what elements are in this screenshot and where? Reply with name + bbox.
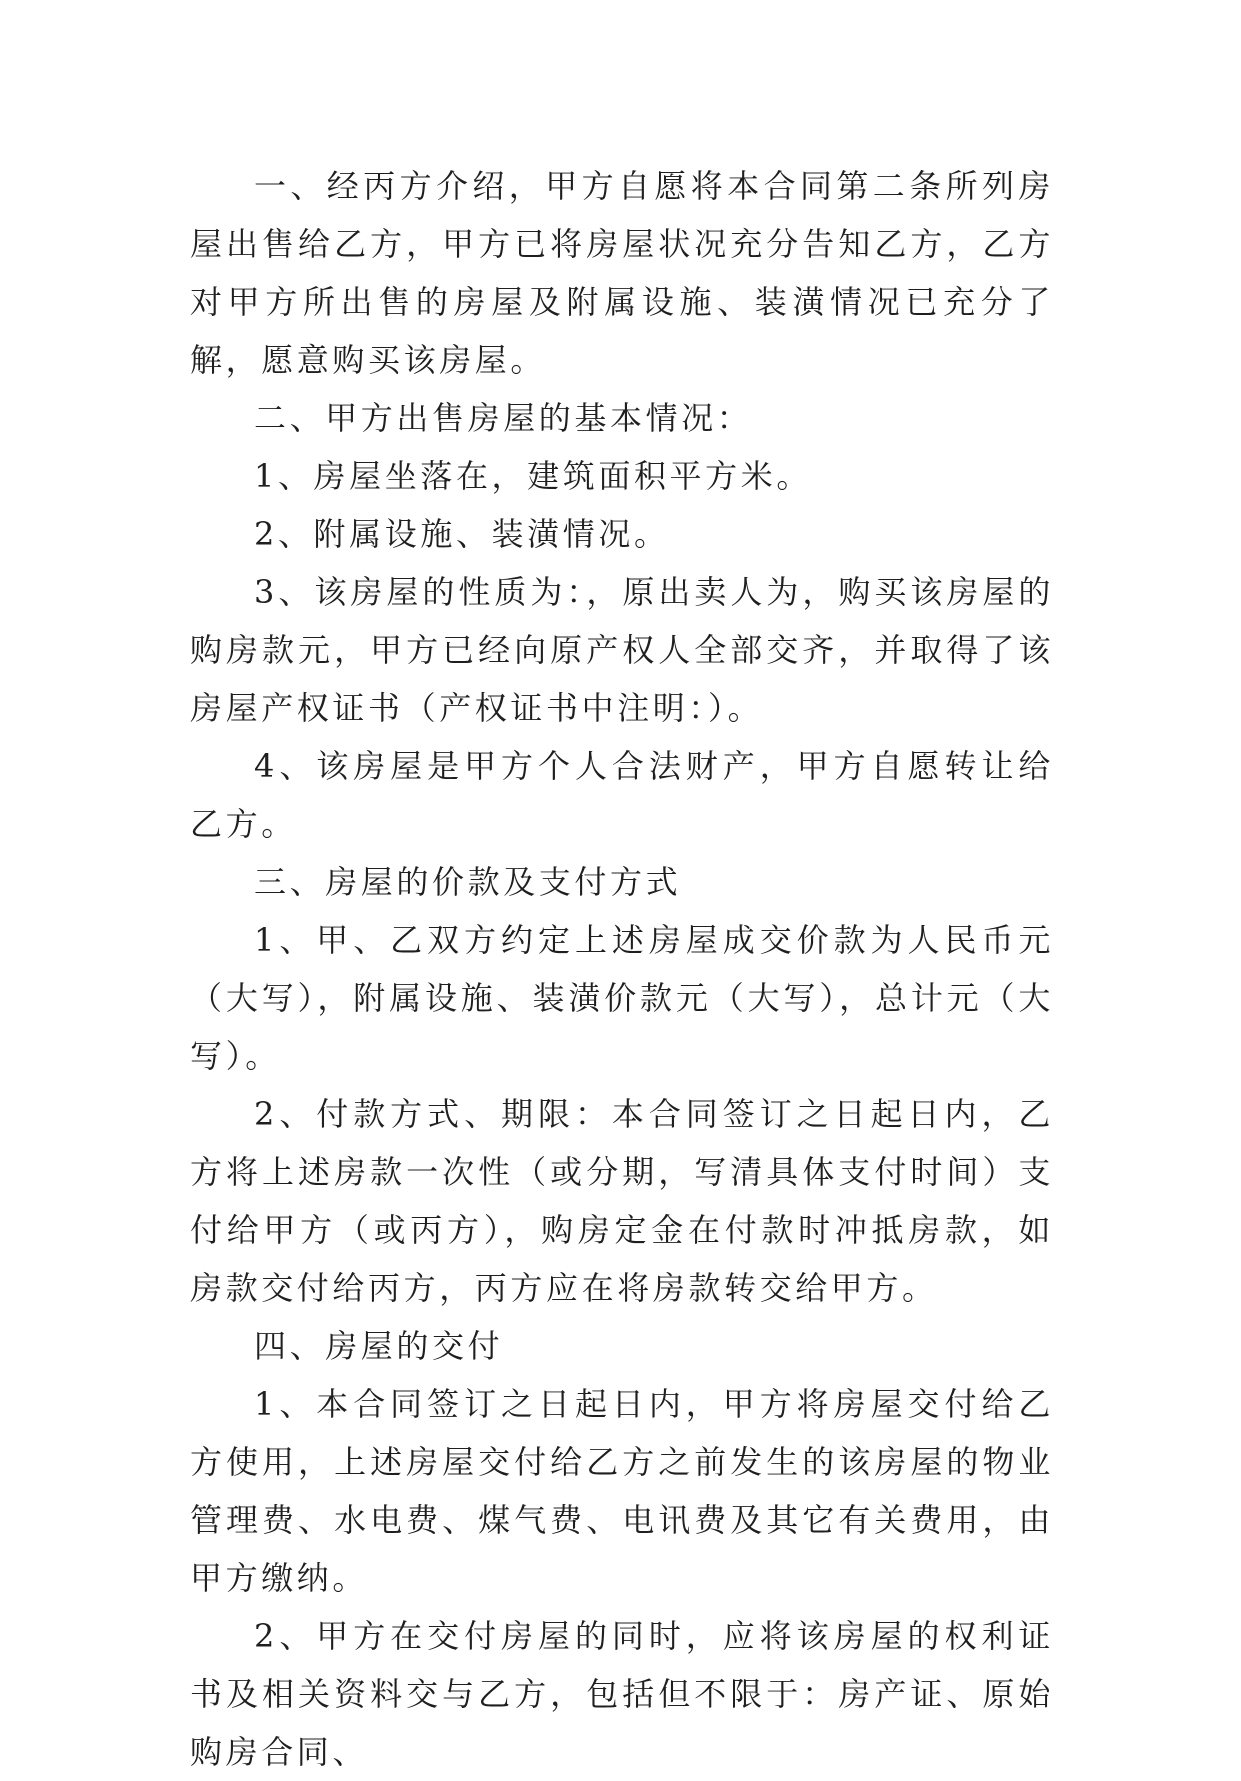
section-2-item-3: 3、该房屋的性质为：，原出卖人为，购买该房屋的购房款元，甲方已经向原产权人全部交齐，并取得了该房屋产权证书（产权证书中注明：）。: [190, 573, 1054, 727]
contract-body: [190, 157, 1054, 1781]
section-2-heading: 二、甲方出售房屋的基本情况：: [254, 399, 753, 437]
section-3-heading: 三、房屋的价款及支付方式: [254, 863, 682, 901]
section-2-item-1: 1、房屋坐落在，建筑面积平方米。: [254, 457, 812, 495]
section-3-item-2: 2、付款方式、期限：本合同签订之日起日内，乙方将上述房款一次性（或分期，写清具体支付时间）支付给甲方（或丙方），购房定金在付款时冲抵房款，如房款交付给丙方，丙方应在将房款转交给甲方。: [190, 1095, 1054, 1307]
section-4-item-2: 2、甲方在交付房屋的同时，应将该房屋的权利证书及相关资料交与乙方，包括但不限于：房产证、原始购房合同、: [190, 1617, 1054, 1771]
section-4-item-1: 1、本合同签订之日起日内，甲方将房屋交付给乙方使用，上述房屋交付给乙方之前发生的该房屋的物业管理费、水电费、煤气费、电讯费及其它有关费用，由甲方缴纳。: [190, 1385, 1054, 1597]
clause-1-intro: 一、经丙方介绍，甲方自愿将本合同第二条所列房屋出售给乙方，甲方已将房屋状况充分告知乙方，乙方对甲方所出售的房屋及附属设施、装潢情况已充分了解，愿意购买该房屋。: [190, 167, 1054, 379]
section-4-heading: 四、房屋的交付: [254, 1327, 504, 1365]
section-3-item-1: 1、甲、乙双方约定上述房屋成交价款为人民币元（大写），附属设施、装潢价款元（大写），总计元（大写）。: [190, 921, 1054, 1075]
section-2-item-4: 4、该房屋是甲方个人合法财产，甲方自愿转让给乙方。: [190, 747, 1054, 843]
section-2-item-2: 2、附属设施、装潢情况。: [254, 515, 670, 553]
